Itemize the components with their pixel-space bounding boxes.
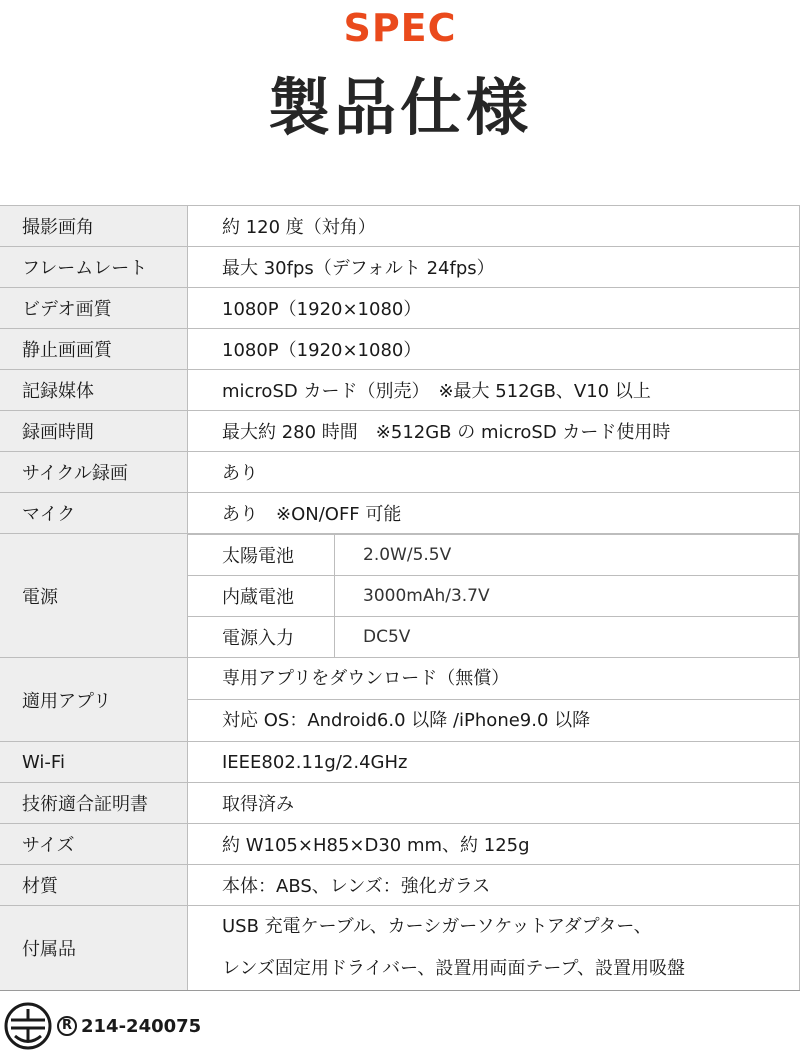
accessories-line: レンズ固定用ドライバー、設置用両面テープ、設置用吸盤: [222, 958, 686, 979]
row-label: 静止画画質: [0, 329, 188, 370]
sub-value: 3000mAh/3.7V: [335, 576, 799, 617]
table-row-power: [0, 534, 800, 658]
accessories-line: USB 充電ケーブル、カーシガーソケットアダプター、: [222, 916, 652, 937]
row-label: 適用アプリ: [0, 658, 188, 742]
certification-footer: [3, 1000, 201, 1052]
table-row: [0, 329, 800, 370]
row-label: 記録媒体: [0, 370, 188, 411]
sub-label: 内蔵電池: [188, 576, 335, 617]
table-row: [0, 452, 800, 493]
sub-row: [188, 535, 799, 576]
spec-table: [0, 205, 800, 991]
sub-label: 太陽電池: [188, 535, 335, 576]
row-label: Wi-Fi: [0, 742, 188, 783]
row-value: microSD カード（別売） ※最大 512GB、V10 以上: [188, 370, 800, 411]
row-label: 録画時間: [0, 411, 188, 452]
row-value: あり ※ON/OFF 可能: [188, 493, 800, 534]
accessories-value-cell: [188, 906, 800, 991]
table-row: [0, 824, 800, 865]
table-row-app: [0, 658, 800, 742]
table-row: [0, 247, 800, 288]
row-value: 約 W105×H85×D30 mm、約 125g: [188, 824, 800, 865]
sub-value: 2.0W/5.5V: [335, 535, 799, 576]
giteki-mark-icon: [3, 1001, 53, 1051]
power-subtable-cell: [188, 534, 800, 658]
table-row: [0, 288, 800, 329]
row-value: 1080P（1920×1080）: [188, 288, 800, 329]
row-label: 材質: [0, 865, 188, 906]
row-value: 取得済み: [188, 783, 800, 824]
table-row-accessories: [0, 906, 800, 991]
power-subtable: [188, 534, 799, 657]
table-row: [0, 742, 800, 783]
row-label: ビデオ画質: [0, 288, 188, 329]
table-row: [0, 411, 800, 452]
table-row: [0, 370, 800, 411]
row-label: 付属品: [0, 906, 188, 991]
spec-label: SPEC: [343, 6, 457, 50]
table-row: [0, 206, 800, 247]
row-value: あり: [188, 452, 800, 493]
registered-mark-icon: R: [57, 1016, 77, 1036]
table-row: [0, 865, 800, 906]
table-row: [0, 493, 800, 534]
app-line: 専用アプリをダウンロード（無償）: [188, 658, 799, 700]
sub-row: [188, 617, 799, 658]
row-value: 最大 30fps（デフォルト 24fps）: [188, 247, 800, 288]
row-label: 撮影画角: [0, 206, 188, 247]
sub-value: DC5V: [335, 617, 799, 658]
row-label: 電源: [0, 534, 188, 658]
table-row: [0, 783, 800, 824]
row-value: 約 120 度（対角）: [188, 206, 800, 247]
sub-row: [188, 576, 799, 617]
row-label: フレームレート: [0, 247, 188, 288]
row-value: 最大約 280 時間 ※512GB の microSD カード使用時: [188, 411, 800, 452]
row-label: 技術適合証明書: [0, 783, 188, 824]
cert-number: 214-240075: [81, 1015, 202, 1037]
row-label: サイクル録画: [0, 452, 188, 493]
row-value: 1080P（1920×1080）: [188, 329, 800, 370]
sub-label: 電源入力: [188, 617, 335, 658]
app-value-cell: [188, 658, 800, 742]
row-label: サイズ: [0, 824, 188, 865]
row-value: IEEE802.11g/2.4GHz: [188, 742, 800, 783]
app-line: 対応 OS：Android6.0 以降 /iPhone9.0 以降: [222, 710, 591, 731]
row-label: マイク: [0, 493, 188, 534]
page-title: 製品仕様: [267, 71, 532, 144]
row-value: 本体：ABS、レンズ：強化ガラス: [188, 865, 800, 906]
